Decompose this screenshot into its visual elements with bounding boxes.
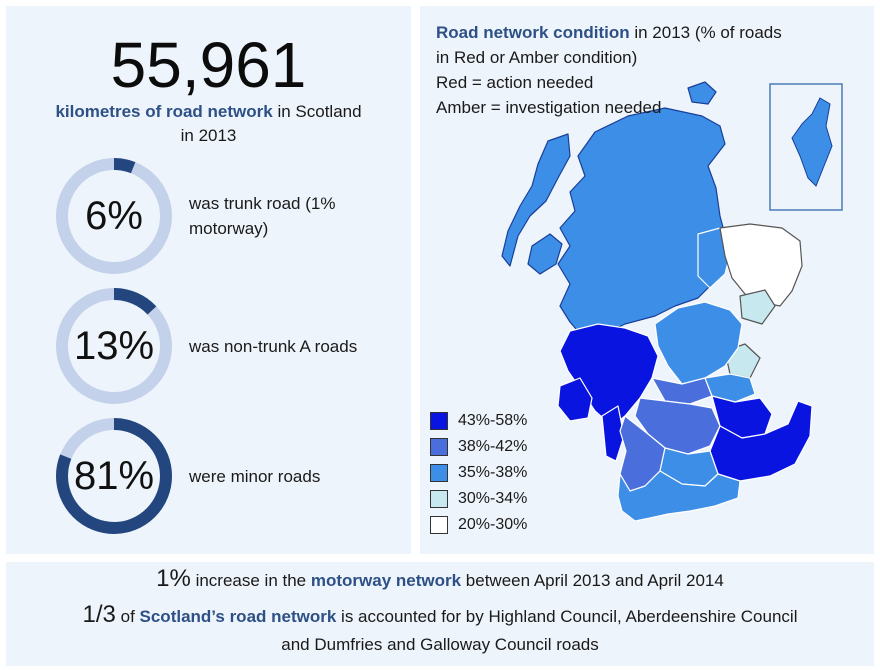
minor-road-percent: 81% [73,454,155,498]
trunk-road-percent: 6% [85,194,143,238]
motorway-network-highlight: motorway network [310,571,462,590]
legend-item [430,486,527,512]
map-title-rest: in 2013 (% of roads [629,23,782,42]
stat-non-trunk-a-road [54,286,394,406]
minor-road-label: were minor roads [189,466,321,486]
fact-text: of [115,607,140,626]
motorway-increase-fact [6,566,874,594]
legend-item [430,512,527,538]
network-facts-panel [6,562,874,666]
stat-minor-road [54,416,394,536]
stat-trunk-road [54,156,394,276]
map-legend [430,408,527,538]
legend-swatch [430,464,448,482]
legend-label: 43%-58% [458,412,528,429]
map-amber-definition: Amber = investigation needed [436,98,662,117]
trunk-road-label: was trunk road (1% motorway) [189,194,336,238]
council-share-fact [6,602,874,630]
legend-item [430,408,527,434]
legend-swatch [430,516,448,534]
legend-label: 38%-42% [458,438,528,455]
legend-swatch [430,490,448,508]
region-skye [528,234,562,274]
non-trunk-a-road-label: was non-trunk A roads [189,336,358,356]
map-title-line1 [436,20,856,45]
map-title-line2: in Red or Amber condition) [436,48,638,67]
legend-item [430,460,527,486]
non-trunk-a-road-percent: 13% [73,324,155,368]
legend-label: 20%-30% [458,516,528,533]
road-condition-map-panel [420,6,874,554]
total-road-length: 55,961 [110,29,307,101]
scotland-road-network-highlight: Scotland’s road network [139,607,337,626]
road-network-summary-panel [6,6,411,554]
caption-rest: in Scotland [272,102,362,121]
map-red-definition: Red = action needed [436,73,594,92]
fact-text: is accounted for by Highland Council, Aberdeenshire Council [336,607,798,626]
council-share-fact-continued: and Dumfries and Galloway Council roads [281,635,599,654]
fact-text: between April 2013 and April 2014 [461,571,724,590]
map-title-highlight: Road network condition [436,23,630,42]
legend-label: 30%-34% [458,490,528,507]
total-road-caption [26,100,391,148]
legend-swatch [430,412,448,430]
council-share-value: 1/3 [82,601,116,628]
motorway-increase-value: 1% [156,565,191,592]
fact-text: increase in the [190,571,311,590]
legend-label: 35%-38% [458,464,528,481]
legend-item [430,434,527,460]
caption-year: in 2013 [180,126,237,145]
region-highland [558,108,728,336]
caption-highlight: kilometres of road network [55,102,273,121]
legend-swatch [430,438,448,456]
map-title [436,20,856,120]
